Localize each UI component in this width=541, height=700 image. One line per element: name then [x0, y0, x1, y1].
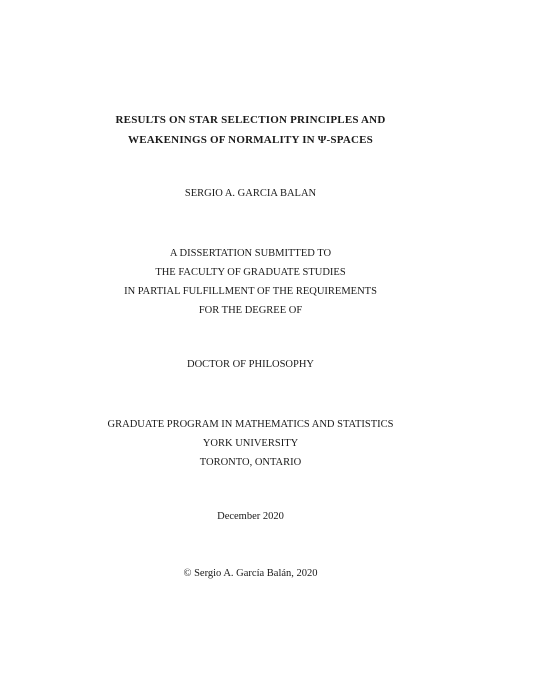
dissertation-title [0, 110, 501, 150]
author-line: SERGIO A. GARCIA BALAN [184, 188, 317, 199]
submission-line-2: THE FACULTY OF GRADUATE STUDIES [155, 267, 346, 278]
submission-line-1: A DISSERTATION SUBMITTED TO [169, 248, 332, 259]
copyright-notice [0, 568, 501, 579]
program-line-1: GRADUATE PROGRAM IN MATHEMATICS AND STATISTICS [107, 419, 394, 430]
author-name [0, 188, 501, 199]
title-line-2: WEAKENINGS OF NORMALITY IN Ψ-SPACES [128, 134, 373, 146]
program-line-3: TORONTO, ONTARIO [199, 457, 302, 468]
date-line: December 2020 [217, 511, 284, 522]
degree-line: DOCTOR OF PHILOSOPHY [187, 359, 314, 370]
copyright-line: © Sergio A. García Balán, 2020 [183, 568, 318, 579]
program-line-2: YORK UNIVERSITY [202, 438, 299, 449]
submission-statement [0, 244, 501, 320]
submission-line-3: IN PARTIAL FULFILLMENT OF THE REQUIREMENTS [124, 286, 377, 297]
degree-name [0, 359, 501, 370]
submission-date [0, 511, 501, 522]
title-line-1: RESULTS ON STAR SELECTION PRINCIPLES AND [115, 114, 386, 126]
submission-line-4: FOR THE DEGREE OF [198, 305, 303, 316]
program-info [0, 415, 501, 472]
